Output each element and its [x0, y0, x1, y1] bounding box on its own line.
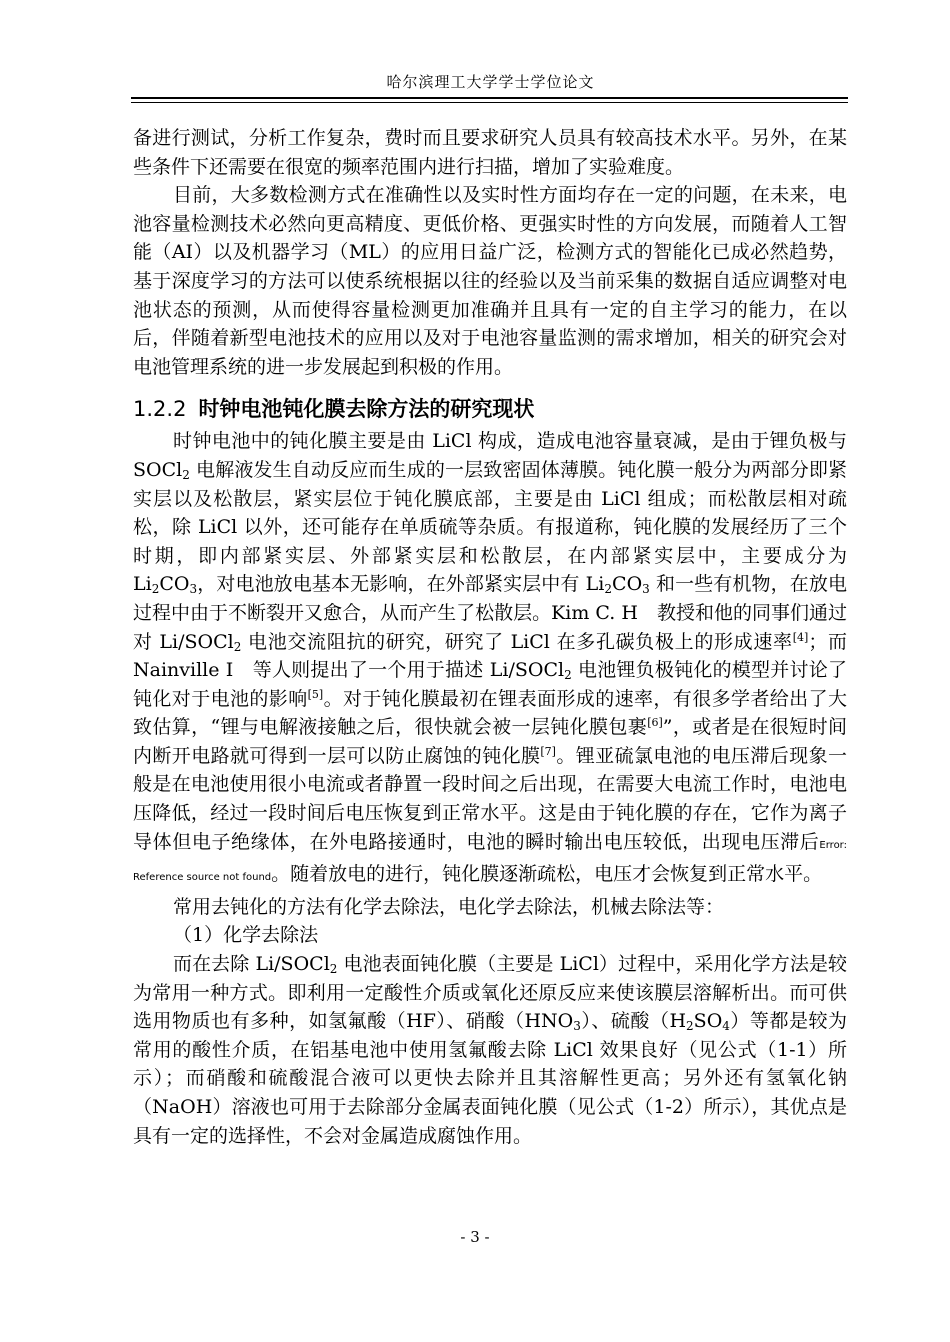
- subscript: 2: [686, 1019, 694, 1034]
- subscript: 3: [642, 582, 650, 597]
- text-run: 电池表面钝化膜（主要是 LiCl）过程中，采用化学方法是较为常用一种方式。即利用一定酸性介质或氧化还原反应来使该膜层溶解析出。而可供选用物质也有多种，如氢氟酸（HF）、硝酸（HNO: [133, 953, 847, 1033]
- text-run: 和一些有机物，在放电过程中由于不断裂开又愈合，从而产生了松散层。Kim C. H 教授和他的同事们通过对 Li/SOCl: [133, 573, 847, 653]
- subscript: 2: [182, 467, 190, 482]
- section-heading: [133, 393, 847, 425]
- text-run: SO: [693, 1010, 723, 1033]
- text-run: 时钟电池中的钝化膜主要是由 LiCl 构成，造成电池容量衰减，是由于锂负极与 SOCl: [133, 430, 847, 481]
- page-body: [133, 124, 847, 1150]
- header-rule-thick: [131, 97, 848, 99]
- text-run: CO: [612, 573, 643, 596]
- paragraph-4: 常用去钝化的方法有化学去除法，电化学去除法，机械去除法等：: [173, 895, 725, 918]
- paragraph-1: 备进行测试，分析工作复杂，费时而且要求研究人员具有较高技术水平。另外，在某些条件下还需要在很宽的频率范围内进行扫描，增加了实验难度。: [133, 127, 847, 178]
- text-run: 。随着放电的进行，钝化膜逐渐疏松，电压才会恢复到正常水平。: [271, 863, 823, 886]
- subscript: 2: [233, 639, 242, 654]
- text-run: 。锂亚硫氯电池的电压滞后现象一般是在电池使用很小电流或者静置一段时间之后出现，在需要大电流工作时，电池电压降低，经过一段时间后电压恢复到正常水平。这是由于钝化膜的存在，它作为离子导体但电子绝缘体，在外电路接通时，电池的瞬时输出电压较低，出现电压滞后: [133, 744, 847, 853]
- citation-5[interactable]: [5]: [307, 687, 324, 701]
- running-header: 哈尔滨理工大学学士学位论文: [386, 73, 595, 91]
- paragraph-3: [133, 427, 847, 893]
- text-run: 电池交流阻抗的研究，研究了 LiCl 在多孔碳负极上的形成速率: [241, 630, 793, 653]
- paragraph-2: 目前，大多数检测方式在准确性以及实时性方面均存在一定的问题，在未来，电池容量检测技术必然向更高精度、更低价格、更强实时性的方向发展，而随着人工智能（AI）以及机器学习（ML）的应用日益广泛，检测方式的智能化已成必然趋势，基于深度学习的方法可以使系统根据以往的经验以及当前采集的数据自适应调整对电池状态的预测，从而使得容量检测更加准确并且具有一定的自主学习的能力，在以后，伴随着新型电池技术的应用以及对于电池容量监测的需求增加，相关的研究会对电池管理系统的进一步发展起到积极的作用。: [133, 184, 847, 378]
- header-rule-thin: [131, 102, 848, 103]
- section-number: 1.2.2: [133, 397, 187, 422]
- subscript: 2: [564, 668, 572, 683]
- text-run: ；而 Nainville I 等人则提出了一个用于描述 Li/SOCl: [133, 630, 847, 682]
- citation-6[interactable]: [6]: [647, 716, 663, 730]
- subscript: 3: [189, 582, 198, 597]
- paragraph-6: [133, 950, 847, 1150]
- text-run: ）等都是较为常用的酸性介质，在铝基电池中使用氢氟酸去除 LiCl 效果良好（见公式（1-1）所示）；而硝酸和硫酸混合液可以更快去除并且其溶解性更高；另外还有氢氧化钠（NaOH）溶液也可用于去除部分金属表面钝化膜（见公式（1-2）所示），其优点是具有一定的选择性，不会对金属造成腐蚀作用。: [133, 1010, 847, 1147]
- subheading-chemical-removal: （1）化学去除法: [173, 924, 319, 947]
- subscript: 2: [329, 962, 338, 977]
- citation-4[interactable]: [4]: [792, 630, 809, 644]
- text-run: 而在去除 Li/SOCl: [173, 953, 330, 976]
- citation-7[interactable]: [7]: [540, 744, 556, 758]
- text-run: ）、硫酸（H: [580, 1010, 687, 1033]
- subscript: 2: [151, 582, 160, 597]
- subscript: 2: [604, 582, 613, 597]
- text-run: 电解液发生自动反应而生成的一层致密固体薄膜。钝化膜一般分为两部分即紧实层以及松散层，紧实层位于钝化膜底部，主要是由 LiCl 组成；而松散层相对疏松，除 LiCl 以外，还可能存在单质硫等杂质。有报道称，钝化膜的发展经历了三个时期，即内部紧实层、外部紧实层和松散层，在内部紧实层中，主要成分为 Li: [133, 458, 847, 596]
- page-number: - 3 -: [460, 1228, 490, 1246]
- text-run: ”，或者是在很短时间内断开电路就可得到一层可以防止腐蚀的钝化膜: [133, 716, 848, 767]
- text-run: 。对于钝化膜最初在锂表面形成的速率，有很多学者给出了大致估算，“锂与电解液接触之后，很快就会被一层钝化膜包裹: [133, 687, 847, 739]
- text-run: 电池锂负极钝化的模型并讨论了钝化对于电池的影响: [133, 659, 847, 710]
- text-run: CO: [159, 573, 190, 596]
- broken-reference: Error: Reference source not found: [133, 839, 847, 884]
- text-run: ，对电池放电基本无影响，在外部紧实层中有 Li: [197, 573, 605, 596]
- subscript: 4: [722, 1019, 730, 1034]
- section-title: 时钟电池钝化膜去除方法的研究现状: [198, 397, 535, 422]
- subscript: 3: [573, 1019, 581, 1034]
